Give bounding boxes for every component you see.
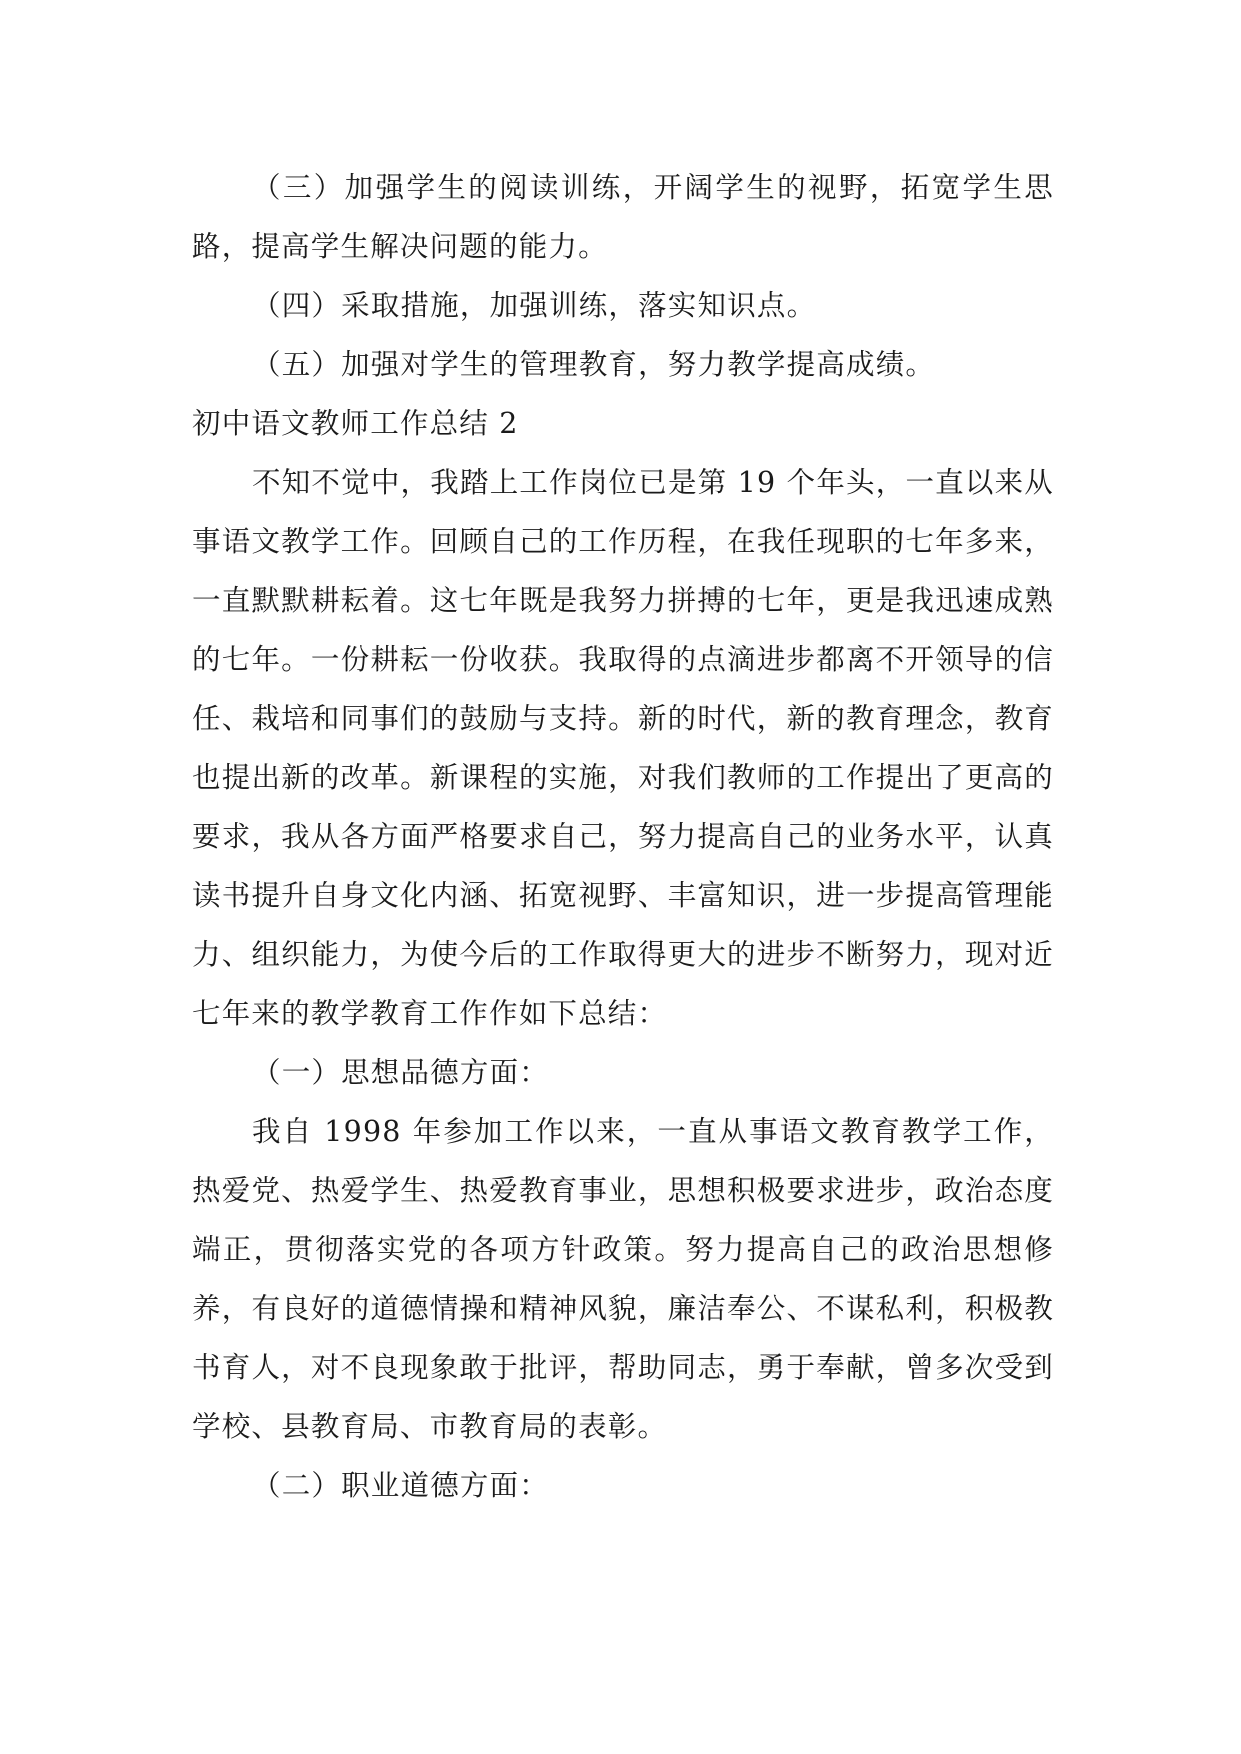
- paragraph-management: （五）加强对学生的管理教育，努力教学提高成绩。: [252, 348, 936, 381]
- subheading-professional-ethics: （二）职业道德方面：: [252, 1469, 550, 1502]
- subheading-ideology: （一）思想品德方面：: [252, 1056, 550, 1089]
- section-title: 初中语文教师工作总结 2: [192, 407, 519, 440]
- paragraph-intro: 不知不觉中，我踏上工作岗位已是第 19 个年头，一直以来从事语文教学工作。回顾自己的工作历程，在我任现职的七年多来，一直默默耕耘着。这七年既是我努力拼搏的七年，更是我迅速成熟的七年。一份耕耘一份收获。我取得的点滴进步都离不开领导的信任、栽培和同事们的鼓励与支持。新的时代，新的教育理念，教育也提出新的改革。新课程的实施，对我们教师的工作提出了更高的要求，我从各方面严格要求自己，努力提高自己的业务水平，认真读书提升自身文化内涵、拓宽视野、丰富知识，进一步提高管理能力、组织能力，为使今后的工作取得更大的进步不断努力，现对近七年来的教学教育工作作如下总结：: [192, 466, 1054, 1030]
- document-body: [192, 158, 1054, 1515]
- paragraph-ideology: 我自 1998 年参加工作以来，一直从事语文教育教学工作，热爱党、热爱学生、热爱教育事业，思想积极要求进步，政治态度端正，贯彻落实党的各项方针政策。努力提高自己的政治思想修养，有良好的道德情操和精神风貌，廉洁奉公、不谋私利，积极教书育人，对不良现象敢于批评，帮助同志，勇于奉献，曾多次受到学校、县教育局、市教育局的表彰。: [192, 1115, 1054, 1443]
- paragraph-measures: （四）采取措施，加强训练，落实知识点。: [252, 289, 817, 322]
- paragraph-reading-training: （三）加强学生的阅读训练，开阔学生的视野，拓宽学生思路，提高学生解决问题的能力。: [192, 171, 1054, 263]
